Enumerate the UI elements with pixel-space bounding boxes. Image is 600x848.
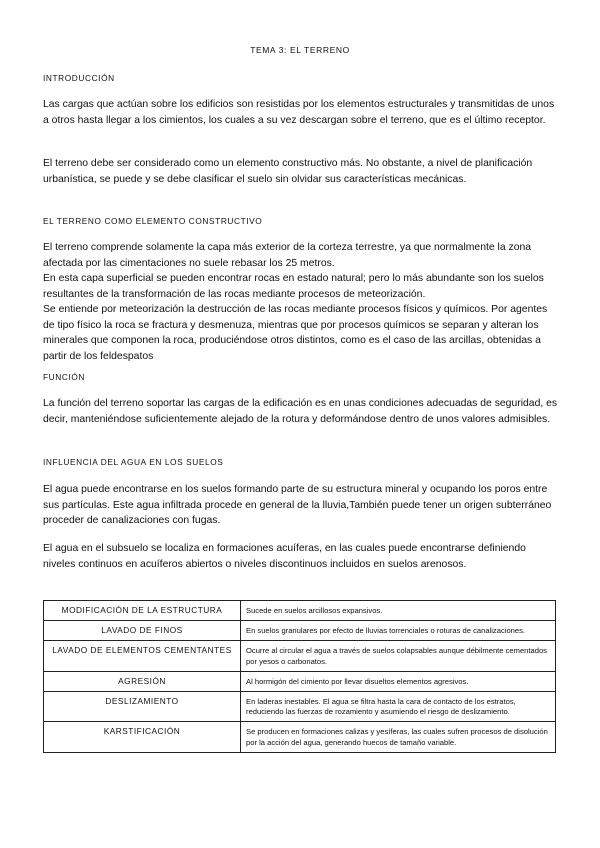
effect-name: KARSTIFICACIÓN — [44, 722, 241, 752]
effect-name: AGRESIÓN — [44, 671, 241, 691]
water-effects-table — [43, 600, 556, 753]
effect-description: Sucede en suelos arcillosos expansivos. — [241, 601, 556, 621]
paragraph: El terreno debe ser considerado como un elemento constructivo más. No obstante, a nivel de planificación urbanística, se puede y se debe clasificar el suelo sin olvidar sus características mecánicas. — [43, 158, 533, 185]
effect-name: LAVADO DE FINOS — [44, 621, 241, 641]
section-heading-influencia-agua: INFLUENCIA DEL AGUA EN LOS SUELOS — [43, 457, 224, 467]
effect-description: Ocurre al circular el agua a través de suelos colapsables aunque débilmente cementados por yesos o carbonatos. — [241, 641, 556, 671]
effect-name: LAVADO DE ELEMENTOS CEMENTANTES — [44, 641, 241, 671]
paragraph: La función del terreno soportar las cargas de la edificación es en unas condiciones adecuadas de seguridad, es decir, manteniéndose suficientemente alejado de la rotura y deformándose dentro de unos valores admisibles. — [43, 398, 558, 425]
document-title: TEMA 3: EL TERRENO — [250, 45, 350, 55]
paragraph: El terreno comprende solamente la capa más exterior de la corteza terrestre, ya que normalmente la zona afectada por las cimentaciones no suele rebasar los 25 metros. — [43, 242, 532, 269]
table-row — [44, 601, 556, 621]
effect-name: MODIFICACIÓN DE LA ESTRUCTURA — [44, 601, 241, 621]
paragraph: En esta capa superficial se pueden encontrar rocas en estado natural; pero lo más abundante son los suelos resultantes de la transformación de las rocas mediante procesos de meteorización. — [43, 273, 544, 300]
table-row — [44, 692, 556, 722]
paragraph: El agua en el subsuelo se localiza en formaciones acuíferas, en las cuales puede encontrarse definiendo niveles continuos en acuíferos abiertos o niveles discontinuos incluidos en suelos arenosos. — [43, 543, 526, 570]
section-heading-funcion: FUNCIÓN — [43, 372, 85, 382]
section-heading-terreno-constructivo: EL TERRENO COMO ELEMENTO CONSTRUCTIVO — [43, 216, 263, 226]
paragraph: Se entiende por meteorización la destrucción de las rocas mediante procesos físicos y químicos. Por agentes de tipo físico la roca se fractura y desmenuza, mientras que por procesos químicos se separan y alteran los minerales que componen la roca, produciéndose otros distintos, como es el caso de las arcillas, obtenidas a partir de los feldespatos — [43, 304, 548, 362]
paragraph: Las cargas que actúan sobre los edificios son resistidas por los elementos estructurales y transmitidas de unos a otros hasta llegar a los cimientos, los cuales a su vez descargan sobre el terreno, que es el último receptor. — [43, 99, 555, 126]
paragraph: El agua puede encontrarse en los suelos formando parte de su estructura mineral y ocupando los poros entre sus partículas. Este agua infiltrada procede en general de la lluvia,También puede tener un origen subterráneo proceder de canalizaciones con fugas. — [43, 484, 552, 526]
effect-description: Se producen en formaciones calizas y yesíferas, las cuales sufren procesos de disolución por la acción del agua, generando huecos de tamaño variable. — [241, 722, 556, 752]
effect-description: En laderas inestables. El agua se filtra hasta la cara de contacto de los estratos, reduciendo las fuerzas de rozamiento y asumiendo el riesgo de deslizamiento. — [241, 692, 556, 722]
table-row — [44, 621, 556, 641]
table-row — [44, 641, 556, 671]
effect-description: En suelos granulares por efecto de lluvias torrenciales o roturas de canalizaciones. — [241, 621, 556, 641]
table-row — [44, 671, 556, 691]
effect-name: DESLIZAMIENTO — [44, 692, 241, 722]
section-heading-introduccion: INTRODUCCIÓN — [43, 73, 115, 83]
effect-description: Al hormigón del cimiento por llevar disueltos elementos agresivos. — [241, 671, 556, 691]
table-row — [44, 722, 556, 752]
